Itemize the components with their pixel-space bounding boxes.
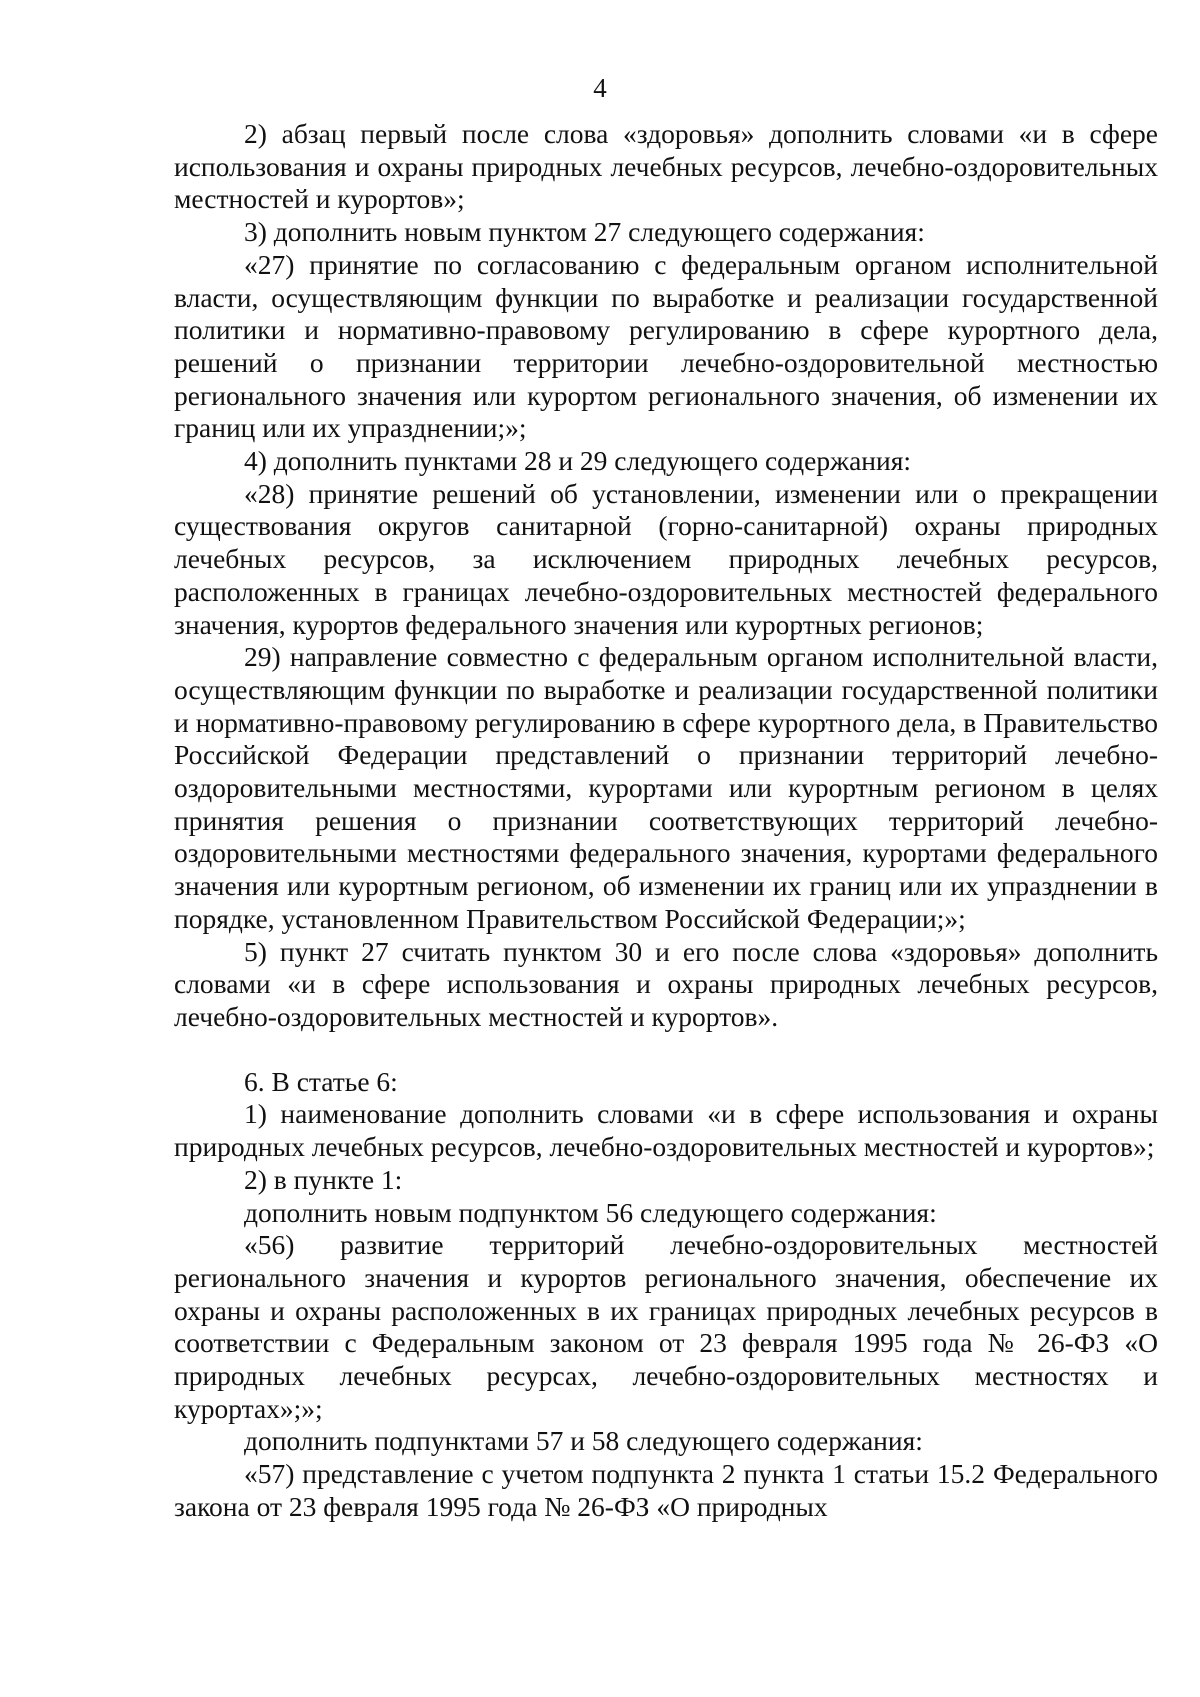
paragraph-item-5: 5) пункт 27 считать пунктом 30 и его после слова «здоровья» дополнить словами «и в сфере использования и охраны природных лечебных ресурсов, лечебно-оздоровительных местностей и курортов». xyxy=(174,935,1158,1032)
paragraph-add-subpoints-57-58-heading: дополнить подпунктами 57 и 58 следующего содержания: xyxy=(244,1425,923,1457)
paragraph-subpoint-56: «56) развитие территорий лечебно-оздоровительных местностей регионального значения и курортов регионального значения, обеспечение их охраны и охраны расположенных в их границах природных лечебных ресурсов в соответствии с Федеральным законом от 23 февраля 1995 года № 26-ФЗ «О природных лечебных ресурсах, лечебно-оздоровительных местностях и курортах»;»; xyxy=(174,1229,1158,1424)
paragraph-point-27: «27) принятие по согласованию с федеральным органом исполнительной власти, осуществляющим функции по выработке и реализации государственной политики и нормативно-правовому регулированию в сфере курортного дела, решений о признании территории лечебно-оздоровительной местностью регионального значения или курортом регионального значения, об изменении их границ или их упразднении;»; xyxy=(174,248,1158,444)
paragraph-article-6-item-1: 1) наименование дополнить словами «и в сфере использования и охраны природных лечебных ресурсов, лечебно-оздоровительных местностей и курортов»; xyxy=(174,1098,1158,1163)
paragraph-subpoint-57: «57) представление с учетом подпункта 2 пункта 1 статьи 15.2 Федерального закона от 23 февраля 1995 года № 26-ФЗ «О природных xyxy=(174,1458,1158,1522)
page-number: 4 xyxy=(593,73,607,103)
paragraph-add-subpoint-56-heading: дополнить новым подпунктом 56 следующего содержания: xyxy=(244,1196,937,1228)
paragraph-item-3-heading: 3) дополнить новым пунктом 27 следующего содержания: xyxy=(244,216,925,248)
paragraph-item-4-heading: 4) дополнить пунктами 28 и 29 следующего содержания: xyxy=(244,445,911,477)
document-body xyxy=(174,118,1158,1524)
paragraph-point-28: «28) принятие решений об установлении, изменении или о прекращении существования округов санитарной (горно-санитарной) охраны природных лечебных ресурсов, за исключением природных лечебных ресурсов, расположенных в границах лечебно-оздоровительных местностей федерального значения, курортов федерального значения или курортных регионов; xyxy=(174,477,1158,640)
paragraph-article-6-item-2: 2) в пункте 1: xyxy=(244,1163,403,1195)
paragraph-article-6-heading: 6. В статье 6: xyxy=(244,1065,398,1097)
paragraph-item-2: 2) абзац первый после слова «здоровья» дополнить словами «и в сфере использования и охраны природных лечебных ресурсов, лечебно-оздоровительных местностей и курортов»; xyxy=(174,118,1158,215)
paragraph-point-29: 29) направление совместно с федеральным органом исполнительной власти, осуществляющим функции по выработке и реализации государственной политики и нормативно-правовому регулированию в сфере курортного дела, в Правительство Российской Федерации представлений о признании территорий лечебно-оздоровительными местностями, курортами или курортным регионом в целях принятия решения о признании соответствующих территорий лечебно-оздоровительными местностями федерального значения, курортами федерального значения или курортным регионом, об изменении их границ или их упразднении в порядке, установленном Правительством Российской Федерации;»; xyxy=(174,641,1158,934)
